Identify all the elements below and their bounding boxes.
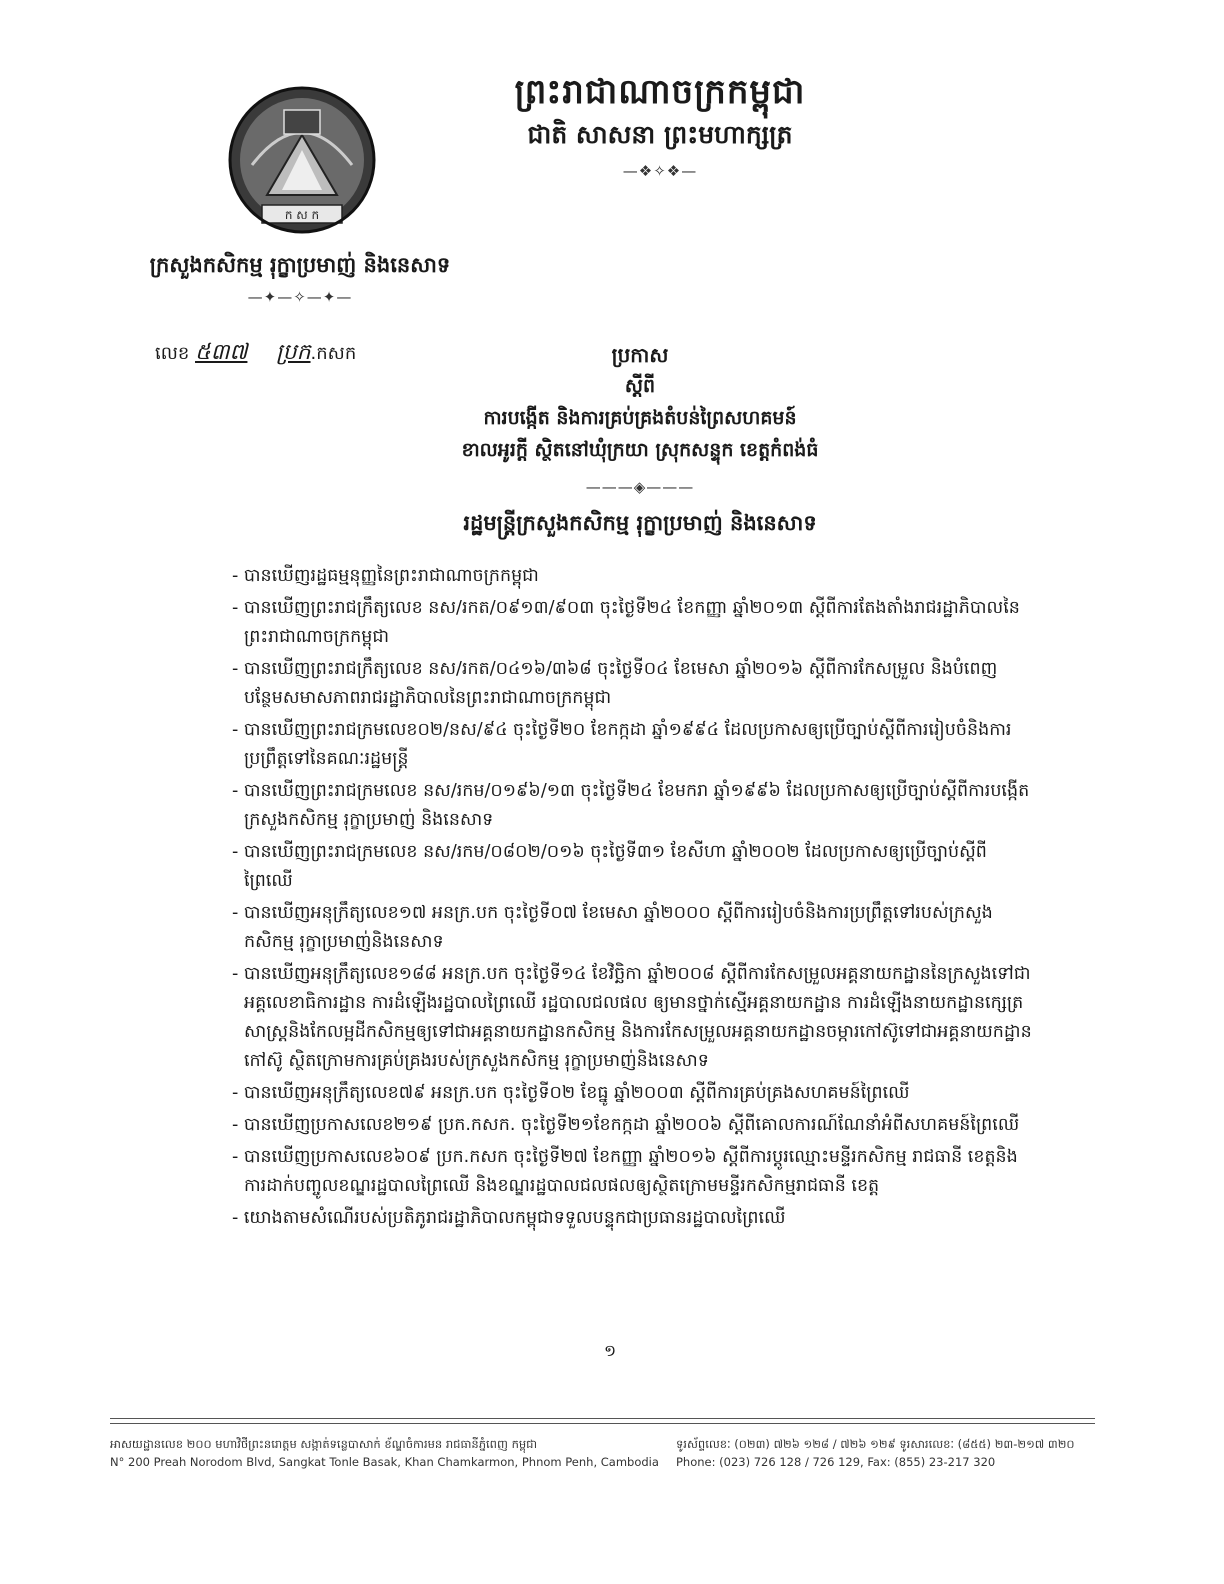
clause-item: - បានឃើញព្រះរាជក្រឹត្យលេខ នស/រកត/០៤១៦/៣៦៨ ចុះថ្ងៃទី០៤ ខែមេសា ឆ្នាំ២០១៦ ស្តីពីការកែសម្រួល និងបំពេញបន្ថែមសមាសភាពរាជរដ្ឋាភិបាលនៃព្រះរាជាណាចក្រកម្ពុជា	[232, 659, 998, 708]
emblem-label: ក ស ក	[284, 208, 320, 222]
footer-address	[110, 1435, 659, 1471]
ministry-emblem	[222, 80, 382, 250]
reference-suffix: .កសក	[310, 343, 357, 364]
document-type: ប្រកាស	[611, 343, 669, 367]
clause-item: - បានឃើញព្រះរាជក្រមលេខ នស/រកម/០៨០២/០១៦ ចុះថ្ងៃទី៣១ ខែសីហា ឆ្នាំ២០០២ ដែលប្រកាសឲ្យប្រើច្បាប់ស្តីពីព្រៃឈើ	[232, 842, 987, 891]
kingdom-title: ព្រះរាជាណាចក្រកម្ពុជា	[514, 72, 806, 112]
subject-line-2: ខាលអូរក្តី ស្ថិតនៅឃុំក្រយា ស្រុកសន្ទុក ខេត្តកំពង់ធំ	[461, 439, 819, 461]
clause-item: - បានឃើញព្រះរាជក្រឹត្យលេខ នស/រកត/០៩១៣/៩០៣ ចុះថ្ងៃទី២៤ ខែកញ្ញា ឆ្នាំ២០១៣ ស្តីពីការតែងតាំងរាជរដ្ឋាភិបាលនៃព្រះរាជាណាចក្រកម្ពុជា	[232, 598, 1020, 647]
issuer-title: រដ្ឋមន្ត្រីក្រសួងកសិកម្ម រុក្ខាប្រមាញ់ និងនេសាទ	[463, 511, 817, 535]
page-number: ១	[603, 1341, 617, 1360]
footer-divider-bottom	[110, 1423, 1095, 1424]
phone-khmer: ទូរស័ព្ទលេខៈ (០២៣) ៧២៦ ១២៨ / ៧២៦ ១២៩ ទូរសារលេខៈ (៨៥៥) ២៣-២១៧ ៣២០	[676, 1437, 1075, 1451]
reference-value: ៥៣៧	[195, 340, 248, 365]
footer-divider-top	[110, 1418, 1095, 1419]
footer-contact	[676, 1435, 1075, 1471]
reference-label: លេខ	[155, 343, 190, 364]
subject-divider: ———◈———	[585, 478, 695, 496]
preamble-clauses	[232, 562, 1032, 1236]
subject-line-1: ការបង្កើត និងការគ្រប់គ្រងតំបន់ព្រៃសហគមន៍	[483, 407, 797, 429]
clause-item: - បានឃើញអនុក្រឹត្យលេខ១៨៨ អនក្រ.បក ចុះថ្ងៃទី១៤ ខែវិច្ឆិកា ឆ្នាំ២០០៨ ស្តីពីការកែសម្រួលអគ្គនាយកដ្ឋាននៃក្រសួងទៅជាអគ្គលេខាធិការដ្ឋាន ការដំឡើងរដ្ឋបាលព្រៃឈើ រដ្ឋបាលជលផល ឲ្យមានថ្នាក់ស្មើអគ្គនាយកដ្ឋាន ការដំឡើងនាយកដ្ឋានក្សេត្រសាស្ត្រនិងកែលម្អដីកសិកម្មឲ្យទៅជាអគ្គនាយកដ្ឋានកសិកម្ម និងការកែសម្រួលអគ្គនាយកដ្ឋានចម្ការកៅស៊ូទៅជាអគ្គនាយកដ្ឋានកៅស៊ូ ស្ថិតក្រោមការគ្រប់គ្រងរបស់ក្រសួងកសិកម្ម រុក្ខាប្រមាញ់និងនេសាទ	[232, 964, 1032, 1071]
clause-item: - បានឃើញអនុក្រឹត្យលេខ១៧ អនក្រ.បក ចុះថ្ងៃទី០៧ ខែមេសា ឆ្នាំ២០០០ ស្តីពីការរៀបចំនិងការប្រព្រឹត្តទៅរបស់ក្រសួងកសិកម្ម រុក្ខាប្រមាញ់និងនេសាទ	[232, 903, 993, 952]
document-about: ស្តីពី	[624, 375, 656, 397]
reference-code: ប្រក	[276, 340, 311, 365]
address-english: N° 200 Preah Norodom Blvd, Sangkat Tonle Basak, Khan Chamkarmon, Phnom Penh, Cambodia	[110, 1455, 659, 1469]
clause-item: - យោងតាមសំណើរបស់ប្រតិភូរាជរដ្ឋាភិបាលកម្ពុជាទទួលបន្ទុកជាប្រធានរដ្ឋបាលព្រៃឈើ	[232, 1208, 786, 1228]
clause-item: - បានឃើញព្រះរាជក្រមលេខ០២/នស/៩៤ ចុះថ្ងៃទី២០ ខែកក្កដា ឆ្នាំ១៩៩៤ ដែលប្រកាសឲ្យប្រើច្បាប់ស្តីពីការរៀបចំនិងការប្រព្រឹត្តទៅនៃគណៈរដ្ឋមន្ត្រី	[232, 720, 1012, 769]
address-khmer: អាសយដ្ឋានលេខ ២០០ មហាវិថីព្រះនរោត្តម សង្កាត់ទន្លេបាសាក់ ខ័ណ្ឌចំការមន រាជធានីភ្នំពេញ កម្ពុជា	[110, 1437, 538, 1451]
ministry-name: ក្រសួងកសិកម្ម រុក្ខាប្រមាញ់ និងនេសាទ	[149, 253, 451, 277]
clause-item: - បានឃើញព្រះរាជក្រមលេខ នស/រកម/០១៩៦/១៣ ចុះថ្ងៃទី២៤ ខែមករា ឆ្នាំ១៩៩៦ ដែលប្រកាសឲ្យប្រើច្បាប់ស្តីពីការបង្កើតក្រសួងកសិកម្ម រុក្ខាប្រមាញ់ និងនេសាទ	[232, 781, 1030, 830]
ministry-ornament: —✦—✧—✦—	[247, 288, 353, 306]
clause-item: - បានឃើញអនុក្រឹត្យលេខ៧៩ អនក្រ.បក ចុះថ្ងៃទី០២ ខែធ្នូ ឆ្នាំ២០០៣ ស្តីពីការគ្រប់គ្រងសហគមន៍ព្រៃឈើ	[232, 1083, 910, 1103]
phone-english: Phone: (023) 726 128 / 726 129, Fax: (855) 23-217 320	[676, 1455, 996, 1469]
national-motto: ជាតិ សាសនា ព្រះមហាក្សត្រ	[527, 120, 793, 149]
clause-item: - បានឃើញប្រកាសលេខ៦០៩ ប្រក.កសក ចុះថ្ងៃទី២៧ ខែកញ្ញា ឆ្នាំ២០១៦ ស្តីពីការប្តូរឈ្មោះមន្ទីរកសិកម្ម រាជធានី ខេត្តនិងការដាក់បញ្ចូលខណ្ឌរដ្ឋបាលព្រៃឈើ និងខណ្ឌរដ្ឋបាលជលផលឲ្យស្ថិតក្រោមមន្ទីរកសិកម្មរាជធានី ខេត្ត	[232, 1147, 1018, 1196]
clause-item: - បានឃើញប្រកាសលេខ២១៩ ប្រក.កសក. ចុះថ្ងៃទី២១ខែកក្កដា ឆ្នាំ២០០៦ ស្តីពីគោលការណ៍ណែនាំអំពីសហគមន៍ព្រៃឈើ	[232, 1115, 1020, 1135]
header-ornament: —❖✧❖—	[622, 162, 698, 180]
clause-item: - បានឃើញរដ្ឋធម្មនុញ្ញនៃព្រះរាជាណាចក្រកម្ពុជា	[232, 566, 539, 586]
